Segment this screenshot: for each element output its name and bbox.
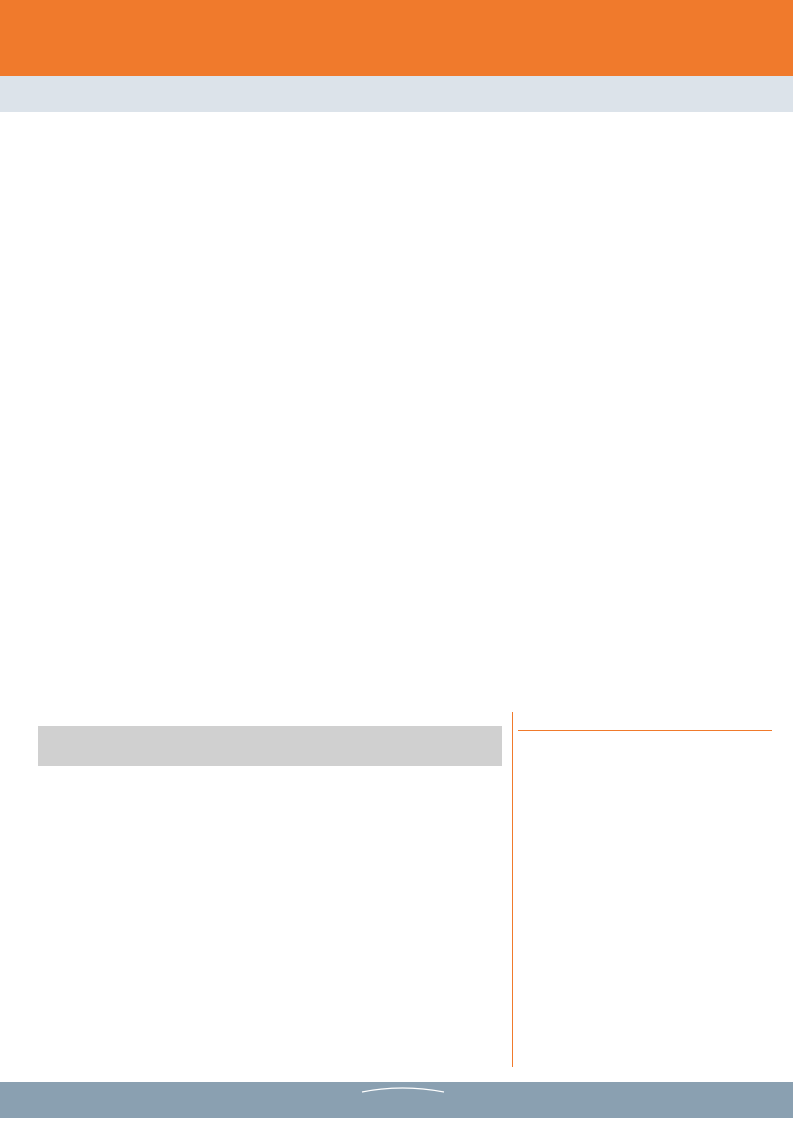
greatecs-logo xyxy=(352,1086,452,1116)
order-code-box xyxy=(38,726,502,766)
header-bar xyxy=(0,0,793,76)
subtitle-bar xyxy=(0,76,793,112)
column-divider xyxy=(512,712,513,1067)
specs-rule xyxy=(518,730,772,731)
